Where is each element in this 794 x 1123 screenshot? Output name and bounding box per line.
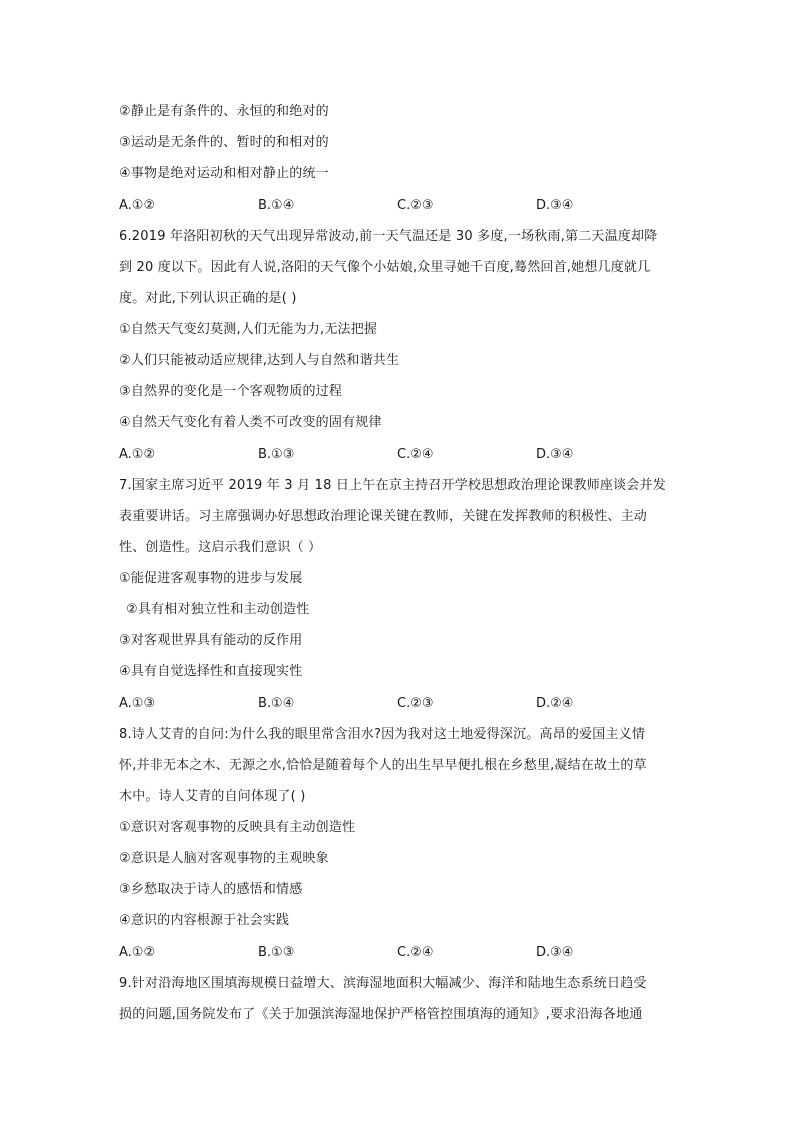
q7-item-1: ①能促进客观事物的进步与发展	[119, 571, 303, 586]
q5-option-d: D.③④	[536, 198, 574, 213]
q6-stem-line-3: 度。对此,下列认识正确的是( )	[119, 291, 297, 306]
q7-options	[119, 696, 679, 712]
q8-item-2: ②意识是人脑对客观事物的主观映象	[119, 851, 329, 866]
q8-stem-line-3: 木中。诗人艾青的自问体现了( )	[119, 789, 306, 804]
q5-option-c: C.②③	[397, 198, 434, 213]
q5-option-b: B.①④	[258, 198, 295, 213]
q7-stem-line-2: 表重要讲话。习主席强调办好思想政治理论课关键在教师，关键在发挥教师的积极性、主动	[119, 509, 648, 524]
q8-options	[119, 945, 679, 961]
q8-stem-line-2: 怀,并非无本之木、无源之水,恰恰是随着每个人的出生早早便扎根在乡愁里,凝结在故土的草	[119, 758, 647, 773]
q9-stem-line-2: 损的问题,国务院发布了《关于加强滨海湿地保护严格管控围填海的通知》,要求沿海各地通	[119, 1007, 643, 1022]
q5-option-a: A.①②	[119, 198, 156, 213]
q7-option-b: B.①④	[258, 696, 295, 711]
q5-item-3: ③运动是无条件的、暂时的和相对的	[119, 135, 329, 150]
q6-options	[119, 447, 679, 463]
q6-stem-line-1: 6.2019 年洛阳初秋的天气出现异常波动,前一天气温还是 30 多度,一场秋雨,第二天温度却降	[119, 229, 658, 244]
q6-option-a: A.①②	[119, 447, 156, 462]
q6-item-3: ③自然界的变化是一个客观物质的过程	[119, 384, 343, 399]
q9-stem-line-1: 9.针对沿海地区围填海规模日益增大、滨海湿地面积大幅减少、海洋和陆地生态系统日趋受	[119, 976, 647, 991]
q8-option-a: A.①②	[119, 945, 156, 960]
q5-item-4: ④事物是绝对运动和相对静止的统一	[119, 166, 329, 181]
q8-stem-line-1: 8.诗人艾青的自问:为什么我的眼里常含泪水?因为我对这土地爱得深沉。高昂的爱国主义情	[119, 727, 646, 742]
q8-option-c: C.②④	[397, 945, 434, 960]
q5-options	[119, 198, 679, 214]
q7-item-4: ④具有自觉选择性和直接现实性	[119, 664, 303, 679]
q5-item-2: ②静止是有条件的、永恒的和绝对的	[119, 104, 329, 119]
q8-option-b: B.①③	[258, 945, 295, 960]
q7-option-d: D.②④	[536, 696, 574, 711]
q8-item-4: ④意识的内容根源于社会实践	[119, 913, 290, 928]
q7-item-3: ③对客观世界具有能动的反作用	[119, 633, 303, 648]
q7-stem-line-3: 性、创造性。这启示我们意识（ ）	[119, 540, 322, 555]
q8-item-3: ③乡愁取决于诗人的感悟和情感	[119, 882, 303, 897]
q6-stem-line-2: 到 20 度以下。因此有人说,洛阳的天气像个小姑娘,众里寻她千百度,蓦然回首,她想几度就几	[119, 260, 651, 275]
q8-item-1: ①意识对客观事物的反映具有主动创造性	[119, 820, 356, 835]
q6-item-1: ①自然天气变幻莫测,人们无能为力,无法把握	[119, 322, 378, 337]
q7-option-c: C.②③	[397, 696, 434, 711]
q6-item-2: ②人们只能被动适应规律,达到人与自然和谐共生	[119, 353, 400, 368]
q6-option-c: C.②④	[397, 447, 434, 462]
q6-item-4: ④自然天气变化有着人类不可改变的固有规律	[119, 415, 382, 430]
q6-option-d: D.③④	[536, 447, 574, 462]
q7-stem-line-1: 7.国家主席习近平 2019 年 3 月 18 日上午在京主持召开学校思想政治理论课教师座谈会并发	[119, 478, 666, 493]
q7-option-a: A.①③	[119, 696, 156, 711]
q8-option-d: D.③④	[536, 945, 574, 960]
q6-option-b: B.①③	[258, 447, 295, 462]
q7-item-2: ②具有相对独立性和主动创造性	[126, 602, 310, 617]
